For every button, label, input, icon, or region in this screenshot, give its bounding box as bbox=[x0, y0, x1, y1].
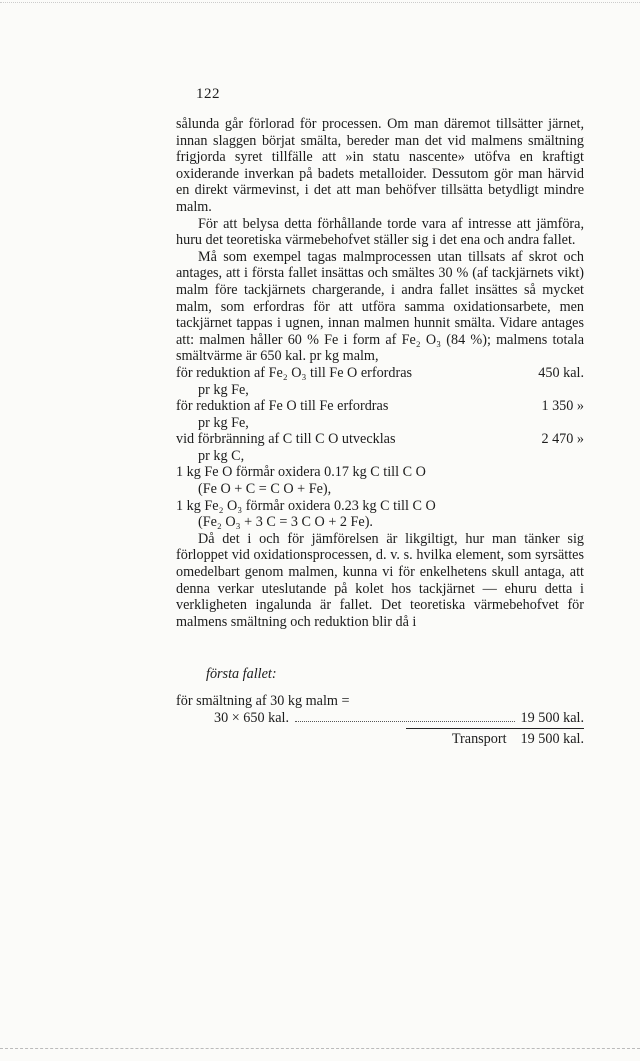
scan-edge-bottom bbox=[0, 1048, 640, 1049]
heat-row-unit: pr kg Fe, bbox=[198, 414, 249, 431]
heat-row-label: för reduktion af Fe O till Fe erfordras bbox=[176, 398, 389, 415]
oxidation-line: 1 kg Fe O förmår oxidera 0.17 kg C till C O bbox=[176, 464, 426, 481]
heat-row-label: vid förbränning af C till C O utvecklas bbox=[176, 431, 396, 448]
section-heading: första fallet: bbox=[206, 666, 277, 683]
heat-row-value: 450 kal. bbox=[538, 364, 584, 381]
heat-row-value: 2 470 » bbox=[541, 431, 584, 448]
heat-row bbox=[176, 431, 584, 448]
transport-label: Transport bbox=[451, 731, 507, 748]
heat-row bbox=[176, 365, 584, 382]
calc-expression: 30 × 650 kal. bbox=[214, 709, 289, 726]
heat-row-value: 1 350 » bbox=[541, 398, 584, 415]
heat-row-label: för reduktion af Fe₂ O₃ till Fe O erfordras bbox=[176, 364, 413, 381]
calc-line-text: för smältning af 30 kg malm = bbox=[176, 693, 350, 709]
paragraph-1: sålunda går förlorad för processen. Om man däremot tillsätter järnet, innan slaggen börjat smälta, bereder man det vid malmens smältning frigjorda syret tillfälle att »in statu nascente» utöfva en kraftigt oxiderande inverkan på badets metalloider. Dessutom gör man härvid en direkt värmevinst, i det att man behöfver tillsätta betydligt mindre malm. bbox=[176, 116, 584, 215]
heat-row bbox=[176, 398, 584, 415]
page-number: 122 bbox=[196, 86, 220, 102]
leader-dots bbox=[295, 710, 515, 723]
oxidation-line: 1 kg Fe₂ O₃ förmår oxidera 0.23 kg C till C O bbox=[176, 497, 436, 514]
scan-edge-top bbox=[0, 2, 640, 3]
heat-row-unit: pr kg C, bbox=[198, 447, 245, 464]
heat-table bbox=[176, 365, 584, 465]
oxidation-list bbox=[176, 464, 584, 530]
paragraph-2: För att belysa detta förhållande torde vara af intresse att jämföra, huru det teoretiska värmebehofvet ställer sig i det ena och andra fallet. bbox=[176, 215, 584, 249]
paragraph-3: Må som exempel tagas malmprocessen utan tillsats af skrot och antages, att i första fallet insättas och smältes 30 % (af tackjärnets vikt) malm före tackjärnets chargerande, i andra fallet insättes så mycket malm, som erfordras för att utföra samma oxidationsarbete, men tackjärnet tappas i ugnen, innan malmen hunnit smälta. Vidare antages att: malmen håller 60 % Fe i form af Fe₂ O₃ (84 %); malmens totala smältvärme är 650 kal. pr kg malm, bbox=[176, 248, 584, 365]
calc-line bbox=[176, 710, 584, 727]
oxidation-formula: (Fe O + C = C O + Fe), bbox=[198, 481, 332, 498]
paragraph-4: Då det i och för jämförelsen är likgiltigt, hur man tänker sig förloppet vid oxidationsprocessen, d. v. s. hvilka element, som syrsättes omedelbart genom malmen, kunna vi för enkelhetens skull antaga, att denna verkar uteslutande på kolet hos tackjärnet — ehuru detta i verkligheten ingalunda är fallet. Det teoretiska värmebehofvet för malmens smältning och reduktion blir då i bbox=[176, 530, 584, 630]
oxidation-formula: (Fe₂ O₃ + 3 C = 3 C O + 2 Fe). bbox=[198, 514, 373, 531]
transport-value: 19 500 kal. bbox=[520, 731, 584, 748]
transport-line bbox=[176, 731, 584, 748]
calc-line bbox=[176, 693, 584, 710]
heat-row-unit: pr kg Fe, bbox=[198, 381, 249, 398]
body-text bbox=[176, 116, 584, 748]
sum-rule bbox=[406, 728, 584, 729]
calc-value: 19 500 kal. bbox=[520, 709, 584, 726]
